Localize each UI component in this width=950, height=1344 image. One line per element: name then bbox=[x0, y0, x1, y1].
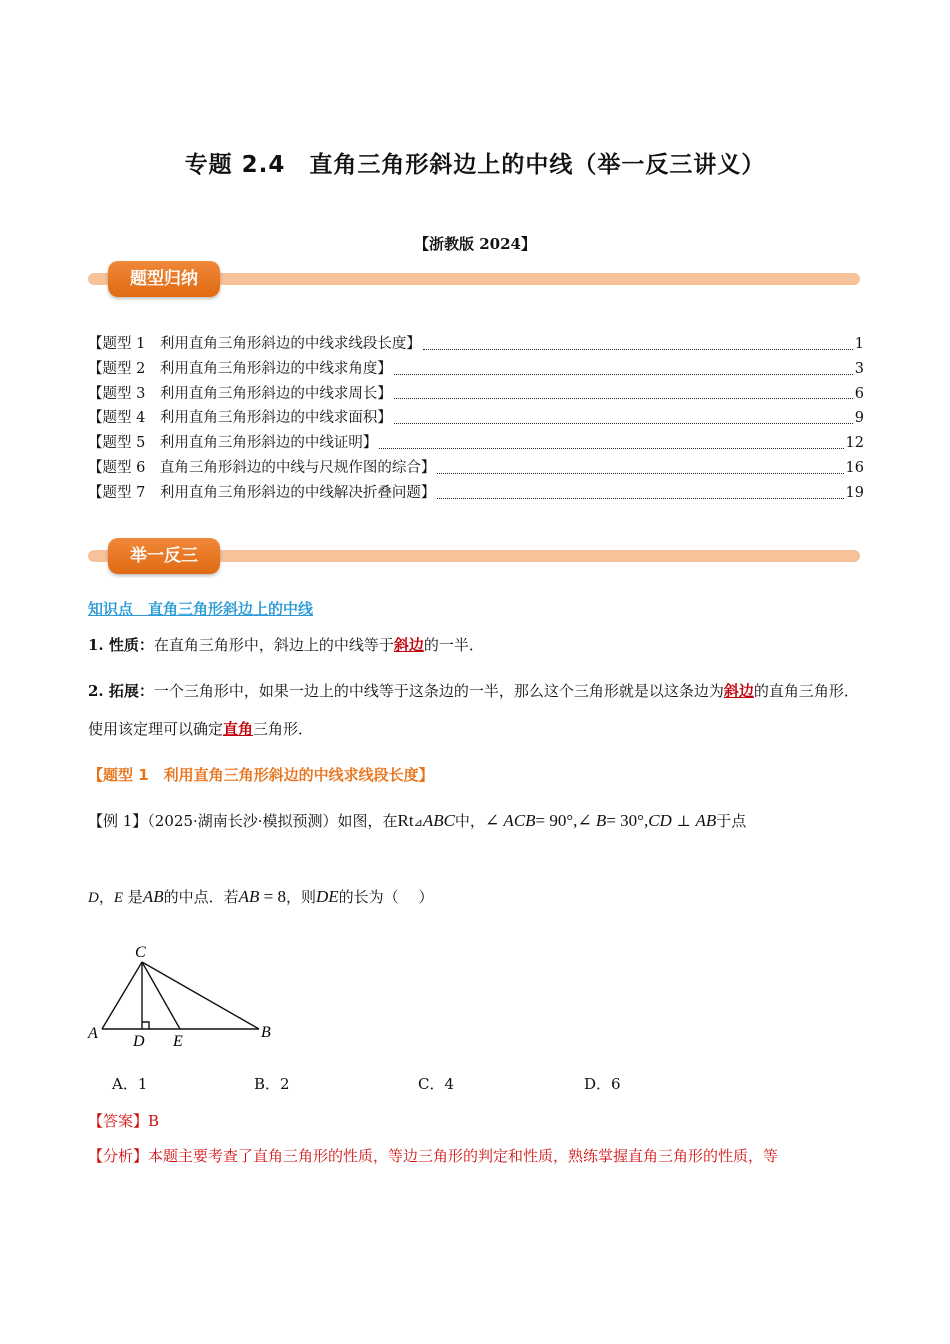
example-text: 于点 bbox=[716, 812, 747, 830]
math-e: E bbox=[113, 890, 124, 906]
segment-ce bbox=[142, 962, 180, 1029]
toc-entry-label: 【题型 4 利用直角三角形斜边的中线求面积】 bbox=[88, 410, 392, 427]
option-b[interactable]: B．2 bbox=[254, 1075, 290, 1093]
example-text: ，则 bbox=[285, 888, 316, 906]
label-b: B bbox=[261, 1024, 271, 1041]
property-label: 1. 性质： bbox=[88, 636, 154, 654]
knowledge-point-heading: 知识点 直角三角形斜边上的中线 bbox=[88, 600, 314, 618]
section-banner-types: 题型归纳 bbox=[108, 261, 220, 297]
table-of-contents bbox=[88, 332, 864, 506]
toc-entry[interactable] bbox=[88, 406, 864, 431]
math-ab: AB bbox=[238, 887, 260, 906]
example-text: ， bbox=[98, 888, 114, 906]
example-statement-line2 bbox=[88, 886, 868, 907]
extension-text: 一个三角形中，如果一边上的中线等于这条边的一半，那么这个三角形就是以这条边为 bbox=[153, 682, 724, 700]
toc-leader-dots bbox=[379, 431, 843, 456]
label-d: D bbox=[133, 1033, 145, 1050]
page-title: 专题 2.4 直角三角形斜边上的中线（举一反三讲义） bbox=[184, 152, 766, 178]
toc-leader-dots bbox=[394, 357, 853, 382]
triangle-symbol: ⊿ bbox=[413, 816, 423, 829]
extension-paragraph bbox=[88, 672, 868, 748]
extension-text: 的直角三角形．使用该定理可以确定 bbox=[88, 682, 859, 738]
example-text: 的中点．若 bbox=[163, 888, 239, 906]
segment-ac bbox=[102, 962, 142, 1029]
toc-entry[interactable] bbox=[88, 357, 864, 382]
toc-entry[interactable] bbox=[88, 431, 864, 456]
analysis-line: 【分析】本题主要考查了直角三角形的性质，等边三角形的判定和性质，熟练掌握直角三角形的性质，等 bbox=[88, 1147, 779, 1165]
math-ab: AB bbox=[695, 811, 717, 830]
toc-entry-label: 【题型 5 利用直角三角形斜边的中线证明】 bbox=[88, 435, 378, 452]
math-eq-30: = 30°, bbox=[606, 811, 649, 830]
math-eq-90: = 90°, bbox=[535, 811, 578, 830]
toc-entry-label: 【题型 3 利用直角三角形斜边的中线求周长】 bbox=[88, 385, 392, 402]
example-text: 是 bbox=[123, 888, 143, 906]
segment-cb bbox=[142, 962, 259, 1029]
option-a[interactable]: A．1 bbox=[112, 1075, 148, 1093]
math-abc: ABC bbox=[422, 811, 455, 830]
property-text: 在直角三角形中，斜边上的中线等于 bbox=[153, 636, 394, 654]
toc-entry-page: 9 bbox=[854, 410, 864, 427]
answer-line: 【答案】B bbox=[88, 1112, 160, 1130]
toc-entry-page: 12 bbox=[845, 435, 864, 452]
example-text: 中， bbox=[454, 812, 485, 830]
option-d[interactable]: D．6 bbox=[584, 1075, 621, 1093]
toc-entry[interactable] bbox=[88, 481, 864, 506]
label-a: A bbox=[88, 1025, 98, 1042]
toc-leader-dots bbox=[423, 332, 853, 357]
toc-entry-page: 1 bbox=[854, 336, 864, 352]
triangle-figure bbox=[84, 940, 284, 1056]
example-statement-line1 bbox=[88, 810, 868, 831]
perp-symbol: ⊥ bbox=[671, 812, 696, 830]
property-text: 的一半． bbox=[423, 636, 484, 654]
key-term: 斜边 bbox=[393, 636, 424, 654]
key-term: 斜边 bbox=[723, 682, 754, 700]
toc-entry[interactable] bbox=[88, 382, 864, 407]
math-d: D bbox=[88, 890, 99, 906]
toc-entry-page: 19 bbox=[845, 484, 864, 501]
label-e: E bbox=[173, 1033, 183, 1050]
section-banner-practice: 举一反三 bbox=[108, 538, 220, 574]
math-angle-b: ∠ B bbox=[577, 811, 607, 830]
toc-entry-page: 16 bbox=[845, 459, 864, 476]
rt-text: Rt bbox=[397, 811, 414, 830]
toc-entry-page: 6 bbox=[854, 385, 864, 402]
property-paragraph bbox=[88, 626, 868, 664]
toc-leader-dots bbox=[437, 456, 843, 481]
math-de: DE bbox=[316, 887, 339, 906]
example-prefix: 【例 1】（2025·湖南长沙·模拟预测）如图，在 bbox=[88, 812, 398, 830]
toc-entry-label: 【题型 2 利用直角三角形斜边的中线求角度】 bbox=[88, 360, 392, 377]
right-angle-mark bbox=[142, 1022, 149, 1029]
math-cd: CD bbox=[648, 811, 672, 830]
toc-entry-label: 【题型 7 利用直角三角形斜边的中线解决折叠问题】 bbox=[88, 484, 436, 501]
label-c: C bbox=[135, 944, 146, 961]
toc-entry-label: 【题型 6 直角三角形斜边的中线与尺规作图的综合】 bbox=[88, 459, 436, 476]
example-text: 的长为（ ） bbox=[338, 888, 434, 906]
toc-entry-label: 【题型 1 利用直角三角形斜边的中线求线段长度】 bbox=[88, 336, 421, 352]
key-term: 直角 bbox=[223, 720, 254, 738]
option-c[interactable]: C．4 bbox=[418, 1075, 455, 1093]
math-eq-8: = 8 bbox=[259, 887, 286, 906]
extension-text: 三角形． bbox=[253, 720, 314, 738]
edition-label: 【浙教版 2024】 bbox=[414, 235, 536, 253]
toc-leader-dots bbox=[394, 406, 853, 431]
toc-leader-dots bbox=[394, 382, 853, 407]
toc-leader-dots bbox=[437, 481, 843, 506]
extension-label: 2. 拓展： bbox=[88, 682, 154, 700]
math-angle-acb: ∠ ACB bbox=[484, 811, 536, 830]
toc-entry[interactable] bbox=[88, 456, 864, 481]
type1-heading: 【题型 1 利用直角三角形斜边的中线求线段长度】 bbox=[88, 766, 434, 784]
math-ab: AB bbox=[142, 887, 164, 906]
toc-entry-page: 3 bbox=[854, 360, 864, 377]
toc-entry[interactable] bbox=[88, 332, 864, 357]
